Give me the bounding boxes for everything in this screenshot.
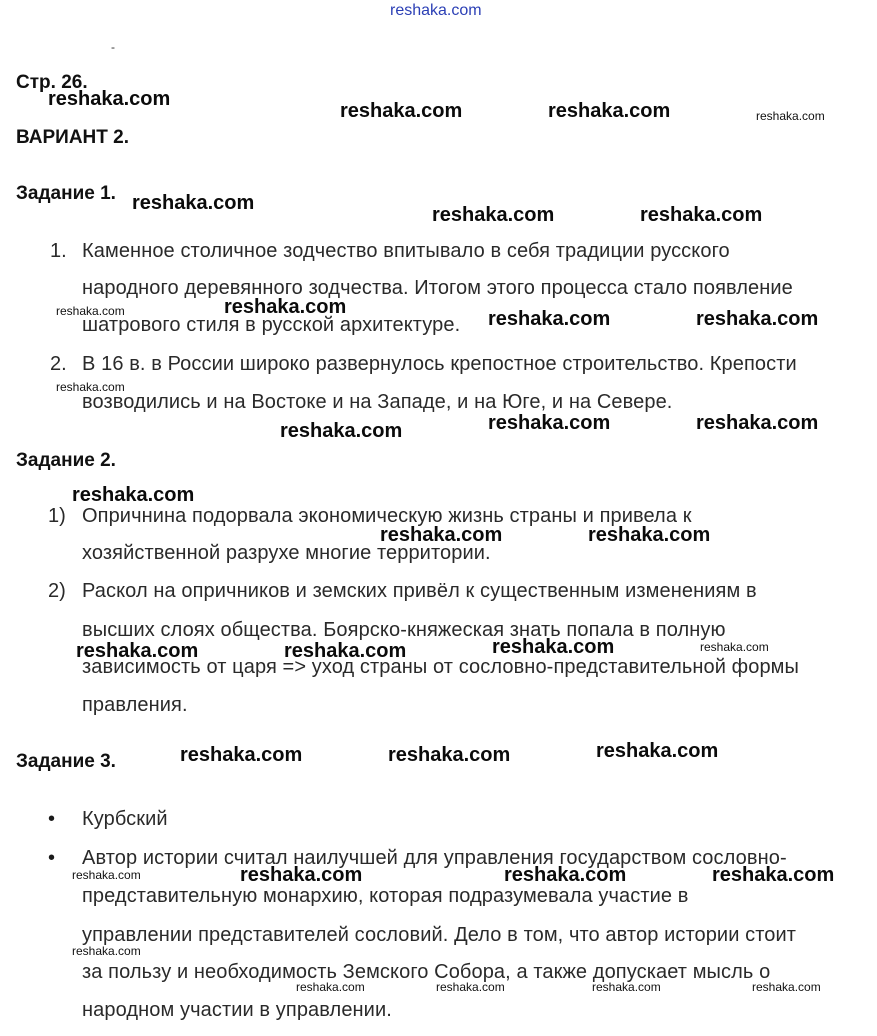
task1-title: Задание 1. xyxy=(16,183,116,204)
task1-item1-line2: народного деревянного зодчества. Итогом этого процесса стало появление xyxy=(82,277,793,299)
task3-title: Задание 3. xyxy=(16,751,116,772)
task1-item2-line2: возводились и на Востоке и на Западе, и на Юге, и на Севере. xyxy=(82,391,673,413)
variant-title: ВАРИАНТ 2. xyxy=(16,127,129,148)
task1-item2-line1: В 16 в. в России широко развернулось крепостное строительство. Крепости xyxy=(82,353,797,375)
watermark: reshaka.com xyxy=(432,204,555,226)
watermark: reshaka.com xyxy=(240,864,363,886)
watermark-small: reshaka.com xyxy=(752,980,821,994)
task2-item1-marker: 1) xyxy=(48,505,66,527)
watermark: reshaka.com xyxy=(548,100,671,122)
watermark: reshaka.com xyxy=(76,640,199,662)
task1-item1-line1: Каменное столичное зодчество впитывало в себя традиции русского xyxy=(82,240,730,262)
task2-item2-line2: высших слоях общества. Боярско-княжеская знать попала в полную xyxy=(82,619,726,641)
watermark: reshaka.com xyxy=(132,192,255,214)
task1-item2-marker: 2. xyxy=(50,353,67,375)
task3-item2-line3: управлении представителей сословий. Дело в том, что автор истории стоит xyxy=(82,924,797,946)
watermark: reshaka.com xyxy=(284,640,407,662)
watermark-small: reshaka.com xyxy=(436,980,505,994)
task2-item2-line4: правления. xyxy=(82,694,188,716)
task2-item1-line1: Опричнина подорвала экономическую жизнь страны и привела к xyxy=(82,505,692,527)
watermark: reshaka.com xyxy=(696,412,819,434)
task2-item2-line1: Раскол на опричников и земских привёл к существенным изменениям в xyxy=(82,580,757,602)
watermark-small: reshaka.com xyxy=(592,980,661,994)
task3-item2-line1: Автор истории считал наилучшей для управления государством сословно- xyxy=(82,847,787,869)
watermark-small: reshaka.com xyxy=(56,304,125,318)
watermark: reshaka.com xyxy=(504,864,627,886)
watermark: reshaka.com xyxy=(340,100,463,122)
watermark: reshaka.com xyxy=(492,636,615,658)
task1-item1-line3: шатрового стиля в русской архитектуре. xyxy=(82,314,461,336)
watermark: reshaka.com xyxy=(488,412,611,434)
watermark: reshaka.com xyxy=(48,88,171,110)
task3-item1-bullet: • xyxy=(48,808,56,830)
watermark: reshaka.com xyxy=(488,308,611,330)
page-label: Стр. 26. xyxy=(16,72,88,93)
task2-item2-marker: 2) xyxy=(48,580,66,602)
task2-item1-line2: хозяйственной разрухе многие территории. xyxy=(82,542,491,564)
task1-item1-marker: 1. xyxy=(50,240,67,262)
watermark-small: reshaka.com xyxy=(296,980,365,994)
watermark: reshaka.com xyxy=(380,524,503,546)
watermark: reshaka.com xyxy=(696,308,819,330)
watermark-small: reshaka.com xyxy=(700,640,769,654)
site-link[interactable]: reshaka.com xyxy=(390,2,482,19)
watermark: reshaka.com xyxy=(280,420,403,442)
watermark-small: reshaka.com xyxy=(72,944,141,958)
watermark: reshaka.com xyxy=(180,744,303,766)
watermark: reshaka.com xyxy=(388,744,511,766)
watermark: reshaka.com xyxy=(72,484,195,506)
task2-item2-line3: зависимость от царя => уход страны от сословно-представительной формы xyxy=(82,656,800,678)
watermark: reshaka.com xyxy=(588,524,711,546)
watermark: reshaka.com xyxy=(712,864,835,886)
watermark-small: reshaka.com xyxy=(756,109,825,123)
watermark: reshaka.com xyxy=(596,740,719,762)
task3-item2-line5: народном участии в управлении. xyxy=(82,999,392,1021)
task2-title: Задание 2. xyxy=(16,450,116,471)
watermark: reshaka.com xyxy=(224,296,347,318)
watermark-small: reshaka.com xyxy=(56,380,125,394)
task3-item2-line4: за пользу и необходимость Земского Собора, а также допускает мысль о xyxy=(82,961,771,983)
watermark: reshaka.com xyxy=(640,204,763,226)
task3-item2-line2: представительную монархию, которая подразумевала участие в xyxy=(82,885,689,907)
stray-mark: - xyxy=(111,40,115,54)
task3-item1-line1: Курбский xyxy=(82,808,168,830)
watermark-small: reshaka.com xyxy=(72,868,141,882)
task3-item2-bullet: • xyxy=(48,847,56,869)
